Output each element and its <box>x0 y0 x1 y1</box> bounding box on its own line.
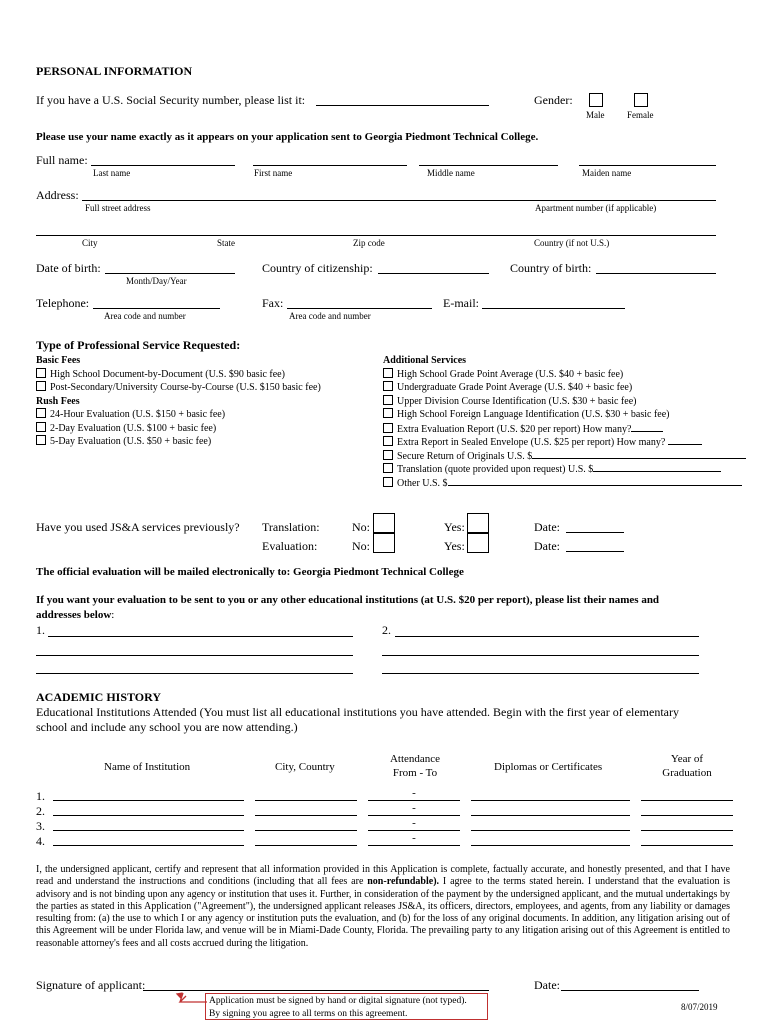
basic-fees-heading: Basic Fees <box>36 355 81 366</box>
zip-hint: Zip code <box>353 238 385 248</box>
row-number-4: 4. <box>36 834 45 848</box>
checkbox[interactable] <box>36 381 46 391</box>
translation-yes-label: Yes: <box>444 520 465 534</box>
previous-services-question: Have you used JS&A services previously? <box>36 520 240 534</box>
gender-male-label: Male <box>586 110 605 120</box>
evaluation-label: Evaluation: <box>262 539 318 553</box>
telephone-label: Telephone: <box>36 296 90 310</box>
evaluation-no-label: No: <box>352 539 370 553</box>
amount-field[interactable] <box>448 476 742 486</box>
checkbox[interactable] <box>383 395 393 405</box>
full-name-label: Full name: <box>36 153 88 167</box>
maiden-name-hint: Maiden name <box>582 168 632 178</box>
birth-country-field[interactable] <box>596 273 716 274</box>
checkbox[interactable] <box>383 436 393 446</box>
signature-date-field[interactable] <box>561 990 699 991</box>
service-label: 2-Day Evaluation (U.S. $100 + basic fee) <box>50 422 217 434</box>
signature-note-line-1: Application must be signed by hand or digital signature (not typed). <box>209 996 467 1006</box>
service-foreign-language[interactable] <box>383 408 670 422</box>
email-label: E-mail: <box>443 296 479 310</box>
checkbox[interactable] <box>36 408 46 418</box>
service-label: Undergraduate Grade Point Average (U.S. $40 + basic fee) <box>397 382 633 393</box>
institution-field-4[interactable] <box>53 845 244 846</box>
maiden-name-field[interactable] <box>579 165 716 166</box>
service-course-by-course[interactable] <box>36 381 321 395</box>
checkbox[interactable] <box>383 463 393 473</box>
academic-intro-line-2: school and include any school you are now attending.) <box>36 720 298 734</box>
checkbox[interactable] <box>383 423 393 433</box>
service-undergrad-gpa[interactable] <box>383 381 632 395</box>
service-secure-return[interactable] <box>383 449 746 464</box>
service-label: High School Foreign Language Identification (U.S. $30 + basic fee) <box>397 409 670 420</box>
service-hs-gpa[interactable] <box>383 368 623 382</box>
country-hint: Country (if not U.S.) <box>534 238 610 248</box>
fax-field[interactable] <box>287 308 432 309</box>
year-field-3[interactable] <box>641 830 733 831</box>
middle-name-hint: Middle name <box>427 168 475 178</box>
signature-label: Signature of applicant: <box>36 978 146 992</box>
gender-male-checkbox[interactable] <box>589 93 603 107</box>
attendance-dash-1: - <box>412 787 416 799</box>
telephone-field[interactable] <box>93 308 220 309</box>
row-number-1: 1. <box>36 789 45 803</box>
signature-date-label: Date: <box>534 978 560 992</box>
citizenship-label: Country of citizenship: <box>262 261 373 275</box>
translation-date-field[interactable] <box>566 532 624 533</box>
translation-no-label: No: <box>352 520 370 534</box>
col-city-country: City, Country <box>275 761 335 773</box>
street-hint: Full street address <box>85 203 151 213</box>
year-field-2[interactable] <box>641 815 733 816</box>
diploma-field-2[interactable] <box>471 815 630 816</box>
service-label: Secure Return of Originals U.S. $ <box>397 450 533 462</box>
state-hint: State <box>217 238 235 248</box>
service-label: Post-Secondary/University Course-by-Course (U.S. $150 basic fee) <box>50 382 321 393</box>
recipient-number-2: 2. <box>382 623 391 637</box>
recipient-1-line-3[interactable] <box>36 673 353 674</box>
institution-field-3[interactable] <box>53 830 244 831</box>
attendance-dash-4: - <box>412 832 416 844</box>
certification-bold: non-refundable). <box>367 876 440 888</box>
recipient-number-1: 1. <box>36 623 45 637</box>
recipient-1-line-2[interactable] <box>36 655 353 656</box>
year-field-4[interactable] <box>641 845 733 846</box>
dob-hint: Month/Day/Year <box>126 276 187 286</box>
instruction-text: addresses below <box>36 609 112 621</box>
service-label: High School Document-by-Document (U.S. $90 basic fee) <box>50 368 285 380</box>
fax-label: Fax: <box>262 296 284 310</box>
col-diplomas: Diplomas or Certificates <box>494 761 603 773</box>
name-instruction: Please use your name exactly as it appears on your application sent to Georgia Piedmont Technical College. <box>36 131 539 143</box>
extra-recipients-instruction: If you want your evaluation to be sent to you or any other educational institutions (at U.S. $20 per report), please list their names and <box>36 594 660 606</box>
last-name-hint: Last name <box>93 168 131 178</box>
quantity-field[interactable] <box>631 422 663 432</box>
service-label: High School Grade Point Average (U.S. $40 + basic fee) <box>397 368 624 380</box>
instruction-colon: : <box>111 609 115 621</box>
quantity-field[interactable] <box>668 435 702 445</box>
city-field-2[interactable] <box>255 815 357 816</box>
certification-text <box>36 864 730 950</box>
evaluation-yes-label: Yes: <box>444 539 465 553</box>
service-2-day[interactable] <box>36 422 216 436</box>
services-heading: Type of Professional Service Requested: <box>36 338 241 352</box>
dob-field[interactable] <box>105 273 235 274</box>
service-label: 5-Day Evaluation (U.S. $50 + basic fee) <box>50 436 212 447</box>
row-number-2: 2. <box>36 804 45 818</box>
gender-female-checkbox[interactable] <box>634 93 648 107</box>
form-version: 8/07/2019 <box>681 1002 718 1012</box>
checkbox[interactable] <box>383 368 393 378</box>
checkbox[interactable] <box>36 435 46 445</box>
translation-date-label: Date: <box>534 520 560 534</box>
telephone-hint: Area code and number <box>104 311 186 321</box>
city-hint: City <box>82 238 98 248</box>
middle-name-field[interactable] <box>419 165 558 166</box>
amount-field[interactable] <box>532 449 746 459</box>
service-label: Other U.S. $ <box>397 477 448 489</box>
city-field-4[interactable] <box>255 845 357 846</box>
first-name-hint: First name <box>254 168 293 178</box>
checkbox[interactable] <box>383 408 393 418</box>
service-upper-division[interactable] <box>383 395 636 409</box>
ssn-label: If you have a U.S. Social Security number, please list it: <box>36 93 306 107</box>
birth-country-label: Country of birth: <box>510 261 592 275</box>
certification-part-2: I agree to the terms stated herein. I understand that the evaluation is advisory and is not binding upon any agency or institution that uses it. Further, in consideration of the payment by the undersigned applicant, and the mutual undertakings by the parties as stated in this Application ("Agreement"), the undersigned applicant releases JS&A, its officers, directors, employees, and agents, from any liability or damages resulting from: (a) the use to which I or any agency or institution puts the evaluation, and (b) for the loss of any original documents. In addition, any litigation arising out of this Agreement will be under Florida law, and venue will be in Miami-Dade County, Florida. The prevailing party to any litigation arising out of this Agreement is entitled to reasonable attorney's fees and all costs accrued during the litigation. <box>36 876 730 949</box>
attendance-field-2[interactable] <box>368 815 460 816</box>
rush-fees-heading: Rush Fees <box>36 395 80 407</box>
address-label: Address: <box>36 188 79 202</box>
amount-field[interactable] <box>593 462 721 472</box>
evaluation-date-label: Date: <box>534 539 560 553</box>
translation-no-checkbox[interactable] <box>373 513 395 533</box>
city-field-1[interactable] <box>255 800 357 801</box>
city-field-3[interactable] <box>255 830 357 831</box>
city-state-zip-field[interactable] <box>36 235 716 236</box>
service-translation[interactable] <box>383 462 721 477</box>
citizenship-field[interactable] <box>378 273 489 274</box>
evaluation-date-field[interactable] <box>566 551 624 552</box>
attendance-dash-3: - <box>412 817 416 829</box>
col-year-graduation: Graduation <box>662 767 712 779</box>
service-sealed-envelope[interactable] <box>383 435 702 450</box>
signature-note-line-2: By signing you agree to all terms on this agreement. <box>209 1008 408 1019</box>
evaluation-no-checkbox[interactable] <box>373 533 395 553</box>
institution-field-1[interactable] <box>53 800 244 801</box>
col-institution: Name of Institution <box>104 761 191 773</box>
street-address-field[interactable] <box>82 200 716 201</box>
col-year: Year of <box>670 753 704 765</box>
year-field-1[interactable] <box>641 800 733 801</box>
service-extra-report[interactable] <box>383 422 663 437</box>
academic-intro-line-1: Educational Institutions Attended (You must list all educational institutions you have attended. Begin with the first year of elementary <box>36 705 679 719</box>
service-label: Extra Evaluation Report (U.S. $20 per report) How many? <box>397 423 632 435</box>
checkbox[interactable] <box>383 381 393 391</box>
service-label: Translation (quote provided upon request) U.S. $ <box>397 464 594 475</box>
evaluation-yes-checkbox[interactable] <box>467 533 489 553</box>
service-label: Upper Division Course Identification (U.S. $30 + basic fee) <box>397 395 637 407</box>
first-name-field[interactable] <box>253 165 407 166</box>
gender-label: Gender: <box>534 93 573 107</box>
translation-yes-checkbox[interactable] <box>467 513 489 533</box>
attendance-field-3[interactable] <box>368 830 460 831</box>
additional-services-heading: Additional Services <box>383 355 467 366</box>
attendance-field-4[interactable] <box>368 845 460 846</box>
last-name-field[interactable] <box>91 165 235 166</box>
checkbox[interactable] <box>36 368 46 378</box>
section-heading-personal: PERSONAL INFORMATION <box>36 64 193 78</box>
service-5-day[interactable] <box>36 435 211 449</box>
gender-female-label: Female <box>627 110 654 120</box>
checkbox[interactable] <box>383 450 393 460</box>
service-label: Extra Report in Sealed Envelope (U.S. $25 per report) How many? <box>397 437 666 448</box>
service-hs-document[interactable] <box>36 368 285 382</box>
checkbox[interactable] <box>36 422 46 432</box>
translation-label: Translation: <box>262 520 320 534</box>
fax-hint: Area code and number <box>289 311 371 321</box>
col-attendance-range: From - To <box>392 767 438 779</box>
section-heading-academic: ACADEMIC HISTORY <box>36 690 162 704</box>
attendance-dash-2: - <box>412 802 416 814</box>
recipient-2-line-1[interactable] <box>395 636 699 637</box>
recipient-1-line-1[interactable] <box>48 636 353 637</box>
recipient-2-line-2[interactable] <box>382 655 699 656</box>
diploma-field-1[interactable] <box>471 800 630 801</box>
arrow-icon <box>174 990 208 1004</box>
certification-part-1: I, the undersigned applicant, certify and represent that all information provided in this Application is complete, factually accurate, and honestly presented, and that I have read and understand the instructions and conditions (including that all fees are <box>36 864 730 888</box>
row-number-3: 3. <box>36 819 45 833</box>
attendance-field-1[interactable] <box>368 800 460 801</box>
apartment-hint: Apartment number (if applicable) <box>535 203 657 213</box>
official-evaluation-notice: The official evaluation will be mailed electronically to: Georgia Piedmont Technical College <box>36 566 464 578</box>
service-other[interactable] <box>383 476 742 491</box>
service-24-hour[interactable] <box>36 408 225 422</box>
extra-recipients-instruction-cont <box>36 609 114 621</box>
service-label: 24-Hour Evaluation (U.S. $150 + basic fee) <box>50 409 226 420</box>
ssn-field[interactable] <box>316 105 489 106</box>
email-field[interactable] <box>482 308 625 309</box>
diploma-field-4[interactable] <box>471 845 630 846</box>
signature-note <box>205 993 488 1020</box>
recipient-2-line-3[interactable] <box>382 673 699 674</box>
checkbox[interactable] <box>383 477 393 487</box>
dob-label: Date of birth: <box>36 261 101 275</box>
diploma-field-3[interactable] <box>471 830 630 831</box>
col-attendance: Attendance <box>389 753 441 765</box>
institution-field-2[interactable] <box>53 815 244 816</box>
